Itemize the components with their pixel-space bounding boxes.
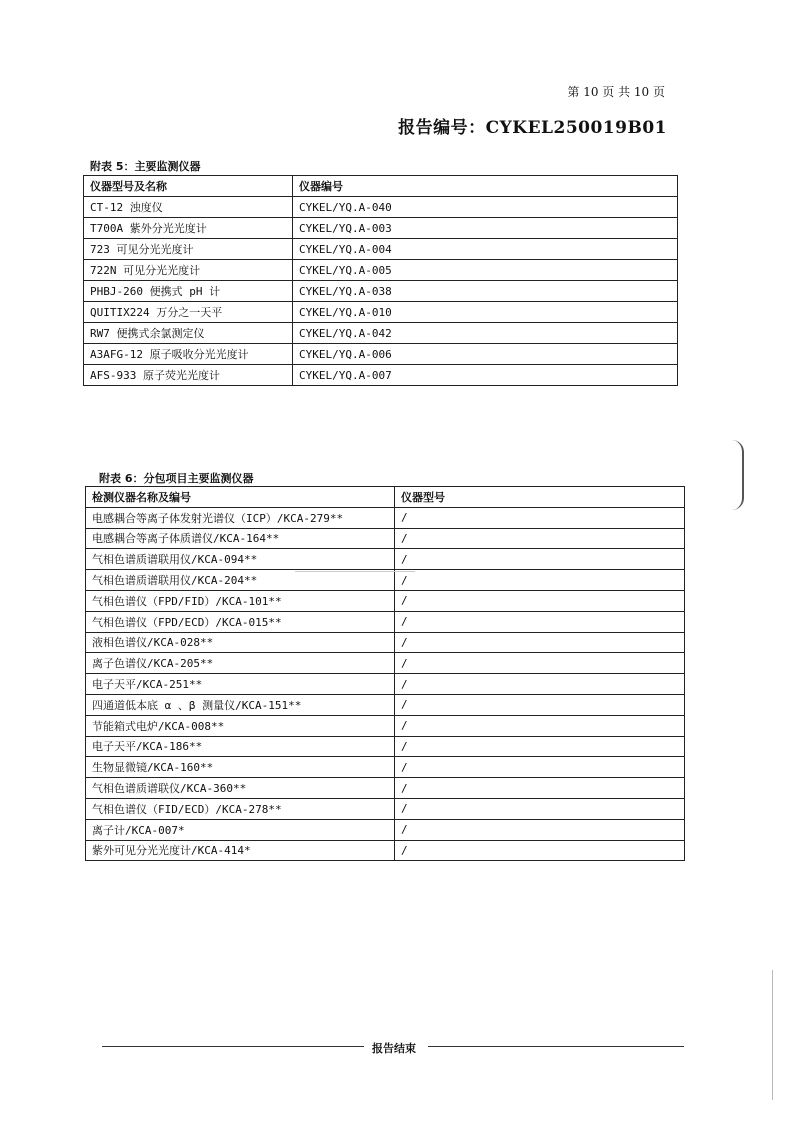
- table-row: [86, 611, 685, 632]
- instrument-id-cell: /: [395, 819, 685, 840]
- report-number: 报告编号：CYKEL250019B01: [398, 118, 667, 138]
- instrument-name-cell: 电子天平/KCA-251**: [86, 674, 395, 695]
- table-row: [86, 798, 685, 819]
- table-row: [84, 344, 678, 365]
- instrument-id-cell: /: [395, 778, 685, 799]
- instrument-id-cell: /: [395, 757, 685, 778]
- instrument-name-cell: AFS-933 原子荧光光度计: [84, 365, 293, 386]
- instrument-id-cell: /: [395, 798, 685, 819]
- table-5-main-instruments: [83, 175, 678, 386]
- instrument-name-cell: A3AFG-12 原子吸收分光光度计: [84, 344, 293, 365]
- instrument-name-cell: RW7 便携式余氯测定仪: [84, 323, 293, 344]
- instrument-id-cell: CYKEL/YQ.A-006: [293, 344, 678, 365]
- instrument-name-cell: 电感耦合等离子体发射光谱仪（ICP）/KCA-279**: [86, 507, 395, 528]
- margin-rule: [772, 970, 773, 1100]
- instrument-name-cell: 离子计/KCA-007*: [86, 819, 395, 840]
- table-row: [86, 715, 685, 736]
- instrument-id-cell: CYKEL/YQ.A-004: [293, 239, 678, 260]
- instrument-id-cell: /: [395, 507, 685, 528]
- footer-rule-right: [428, 1046, 684, 1047]
- instrument-name-cell: 四通道低本底 α 、β 测量仪/KCA-151**: [86, 694, 395, 715]
- table-row: [84, 218, 678, 239]
- table-header-row: [84, 176, 678, 197]
- scan-artifact-line: [295, 571, 415, 572]
- instrument-name-cell: 723 可见分光光度计: [84, 239, 293, 260]
- instrument-id-cell: /: [395, 674, 685, 695]
- column-header: 检测仪器名称及编号: [86, 487, 395, 508]
- instrument-name-cell: 紫外可见分光光度计/KCA-414*: [86, 840, 395, 861]
- instrument-name-cell: 电子天平/KCA-186**: [86, 736, 395, 757]
- instrument-name-cell: 气相色谱质谱联用仪/KCA-204**: [86, 570, 395, 591]
- instrument-name-cell: 722N 可见分光光度计: [84, 260, 293, 281]
- table-header-row: [86, 487, 685, 508]
- instrument-id-cell: /: [395, 715, 685, 736]
- instrument-id-cell: /: [395, 694, 685, 715]
- page-number: 第 10 页 共 10 页: [567, 85, 665, 99]
- table-row: [86, 549, 685, 570]
- instrument-id-cell: /: [395, 570, 685, 591]
- table-row: [84, 323, 678, 344]
- report-end-text: 报告结束: [372, 1042, 416, 1055]
- column-header: 仪器型号: [395, 487, 685, 508]
- instrument-id-cell: /: [395, 549, 685, 570]
- table-row: [86, 632, 685, 653]
- table-row: [84, 197, 678, 218]
- table-row: [86, 653, 685, 674]
- instrument-id-cell: /: [395, 653, 685, 674]
- table-row: [84, 302, 678, 323]
- instrument-id-cell: CYKEL/YQ.A-007: [293, 365, 678, 386]
- instrument-id-cell: CYKEL/YQ.A-010: [293, 302, 678, 323]
- table-row: [86, 819, 685, 840]
- instrument-name-cell: T700A 紫外分光光度计: [84, 218, 293, 239]
- table-row: [86, 674, 685, 695]
- instrument-name-cell: 气相色谱质谱联用仪/KCA-094**: [86, 549, 395, 570]
- instrument-id-cell: CYKEL/YQ.A-040: [293, 197, 678, 218]
- footer-rule-left: [102, 1046, 364, 1047]
- table-row: [84, 260, 678, 281]
- table-row: [86, 778, 685, 799]
- table6-caption: 附表 6：分包项目主要监测仪器: [99, 472, 254, 485]
- binding-mark: [732, 440, 744, 510]
- instrument-name-cell: 电感耦合等离子体质谱仪/KCA-164**: [86, 528, 395, 549]
- instrument-name-cell: 生物显微镜/KCA-160**: [86, 757, 395, 778]
- instrument-id-cell: /: [395, 611, 685, 632]
- instrument-name-cell: 气相色谱仪（FID/ECD）/KCA-278**: [86, 798, 395, 819]
- instrument-id-cell: /: [395, 590, 685, 611]
- instrument-name-cell: 节能箱式电炉/KCA-008**: [86, 715, 395, 736]
- table-row: [86, 570, 685, 591]
- table-row: [86, 694, 685, 715]
- instrument-name-cell: 离子色谱仪/KCA-205**: [86, 653, 395, 674]
- table-row: [86, 736, 685, 757]
- table-row: [86, 507, 685, 528]
- table-row: [86, 757, 685, 778]
- instrument-name-cell: 气相色谱仪（FPD/FID）/KCA-101**: [86, 590, 395, 611]
- column-header: 仪器编号: [293, 176, 678, 197]
- table-row: [84, 365, 678, 386]
- instrument-name-cell: 气相色谱质谱联仪/KCA-360**: [86, 778, 395, 799]
- instrument-id-cell: CYKEL/YQ.A-003: [293, 218, 678, 239]
- instrument-name-cell: QUITIX224 万分之一天平: [84, 302, 293, 323]
- instrument-name-cell: 气相色谱仪（FPD/ECD）/KCA-015**: [86, 611, 395, 632]
- instrument-name-cell: CT-12 浊度仪: [84, 197, 293, 218]
- table-row: [86, 840, 685, 861]
- instrument-id-cell: CYKEL/YQ.A-005: [293, 260, 678, 281]
- instrument-name-cell: PHBJ-260 便携式 pH 计: [84, 281, 293, 302]
- table5-caption: 附表 5：主要监测仪器: [90, 160, 201, 173]
- table-row: [84, 281, 678, 302]
- instrument-name-cell: 液相色谱仪/KCA-028**: [86, 632, 395, 653]
- instrument-id-cell: CYKEL/YQ.A-038: [293, 281, 678, 302]
- table-row: [84, 239, 678, 260]
- table-row: [86, 528, 685, 549]
- instrument-id-cell: /: [395, 632, 685, 653]
- instrument-id-cell: CYKEL/YQ.A-042: [293, 323, 678, 344]
- table-row: [86, 590, 685, 611]
- instrument-id-cell: /: [395, 736, 685, 757]
- column-header: 仪器型号及名称: [84, 176, 293, 197]
- table-6-subcontract-instruments: [85, 486, 685, 861]
- instrument-id-cell: /: [395, 840, 685, 861]
- instrument-id-cell: /: [395, 528, 685, 549]
